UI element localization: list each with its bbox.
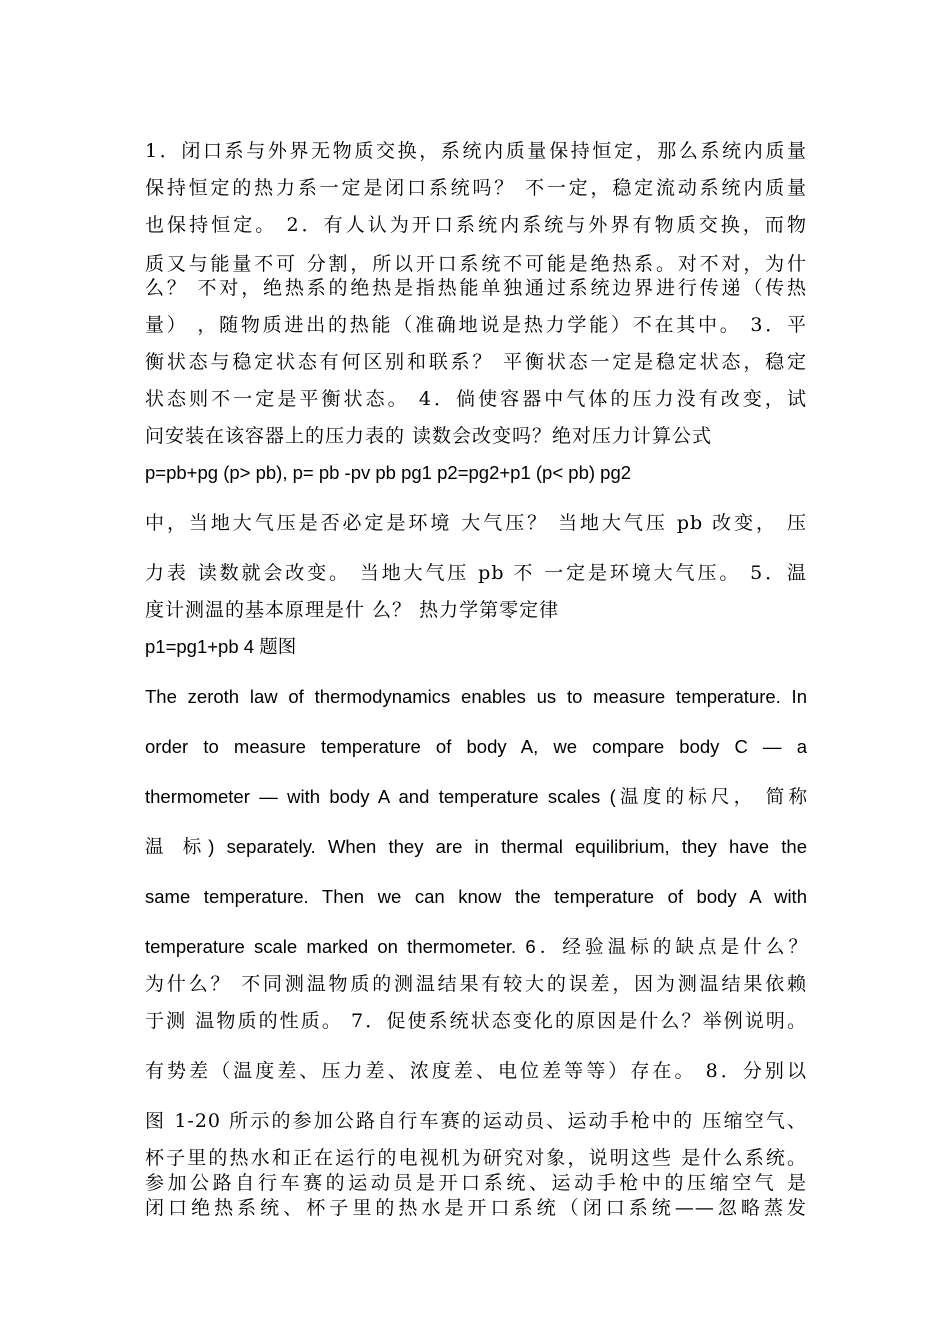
text-line: The zeroth law of thermodynamics enables us to measure temperature. In (145, 686, 807, 707)
text-line: 闭口绝热系统、杯子里的热水是开口系统（闭口系统——忽略蒸发 (145, 1197, 807, 1219)
text-line: thermometer — with body A and temperature scales (温度的标尺， 简称 (145, 786, 807, 807)
text-line: 中，当地大气压是否必定是环境 大气压？ 当地大气压 pb 改变， 压 (145, 512, 807, 534)
text-line: 于测 温物质的性质。 7．促使系统状态变化的原因是什么？举例说明。 (145, 1010, 807, 1032)
text-line: same temperature. Then we can know the temperature of body A with (145, 886, 807, 907)
text-line: 也保持恒定。 2．有人认为开口系统内系统与外界有物质交换，而物 (145, 214, 807, 236)
text-line: 量） ，随物质进出的热能（准确地说是热力学能）不在其中。 3．平 (145, 314, 807, 336)
text-line: temperature scale marked on thermometer. 6．经验温标的缺点是什么？ (145, 936, 807, 957)
text-line: 温 标) separately. When they are in thermal equilibrium, they have the (145, 836, 807, 857)
text-line: 图 1-20 所示的参加公路自行车赛的运动员、运动手枪中的 压缩空气、 (145, 1110, 807, 1132)
text-line: 么？ 不对，绝热系的绝热是指热能单独通过系统边界进行传递（传热 (145, 277, 807, 299)
text-line: 杯子里的热水和正在运行的电视机为研究对象，说明这些 是什么系统。 (145, 1147, 807, 1169)
text-line: 1．闭口系与外界无物质交换，系统内质量保持恒定，那么系统内质量 (145, 140, 807, 162)
text-line: 度计测温的基本原理是什 么？ 热力学第零定律 (145, 599, 560, 621)
text-line: 保持恒定的热力系一定是闭口系统吗？ 不一定，稳定流动系统内质量 (145, 177, 807, 199)
formula-line: p=pb+pg (p> pb), p= pb -pv pb pg1 p2=pg2+p1 (p< pb) pg2 (145, 462, 632, 483)
text-line: 质又与能量不可 分割，所以开口系统不可能是绝热系。对不对，为什 (145, 253, 807, 275)
text-line: order to measure temperature of body A, we compare body C — a (145, 736, 807, 757)
text-line: 有势差（温度差、压力差、浓度差、电位差等等）存在。 8．分别以 (145, 1060, 807, 1082)
text-line: 问安装在该容器上的压力表的 读数会改变吗？绝对压力计算公式 (145, 425, 713, 447)
text-line: 参加公路自行车赛的运动员是开口系统、运动手枪中的压缩空气 是 (145, 1172, 807, 1194)
figure-caption: p1=pg1+pb 4 题图 (145, 636, 297, 657)
text-line: 状态则不一定是平衡状态。 4．倘使容器中气体的压力没有改变，试 (145, 388, 807, 410)
text-line: 力表 读数就会改变。 当地大气压 pb 不 一定是环境大气压。 5．温 (145, 562, 807, 584)
text-line: 为什么？ 不同测温物质的测温结果有较大的误差，因为测温结果依赖 (145, 973, 807, 995)
text-line: 衡状态与稳定状态有何区别和联系？ 平衡状态一定是稳定状态，稳定 (145, 351, 807, 373)
